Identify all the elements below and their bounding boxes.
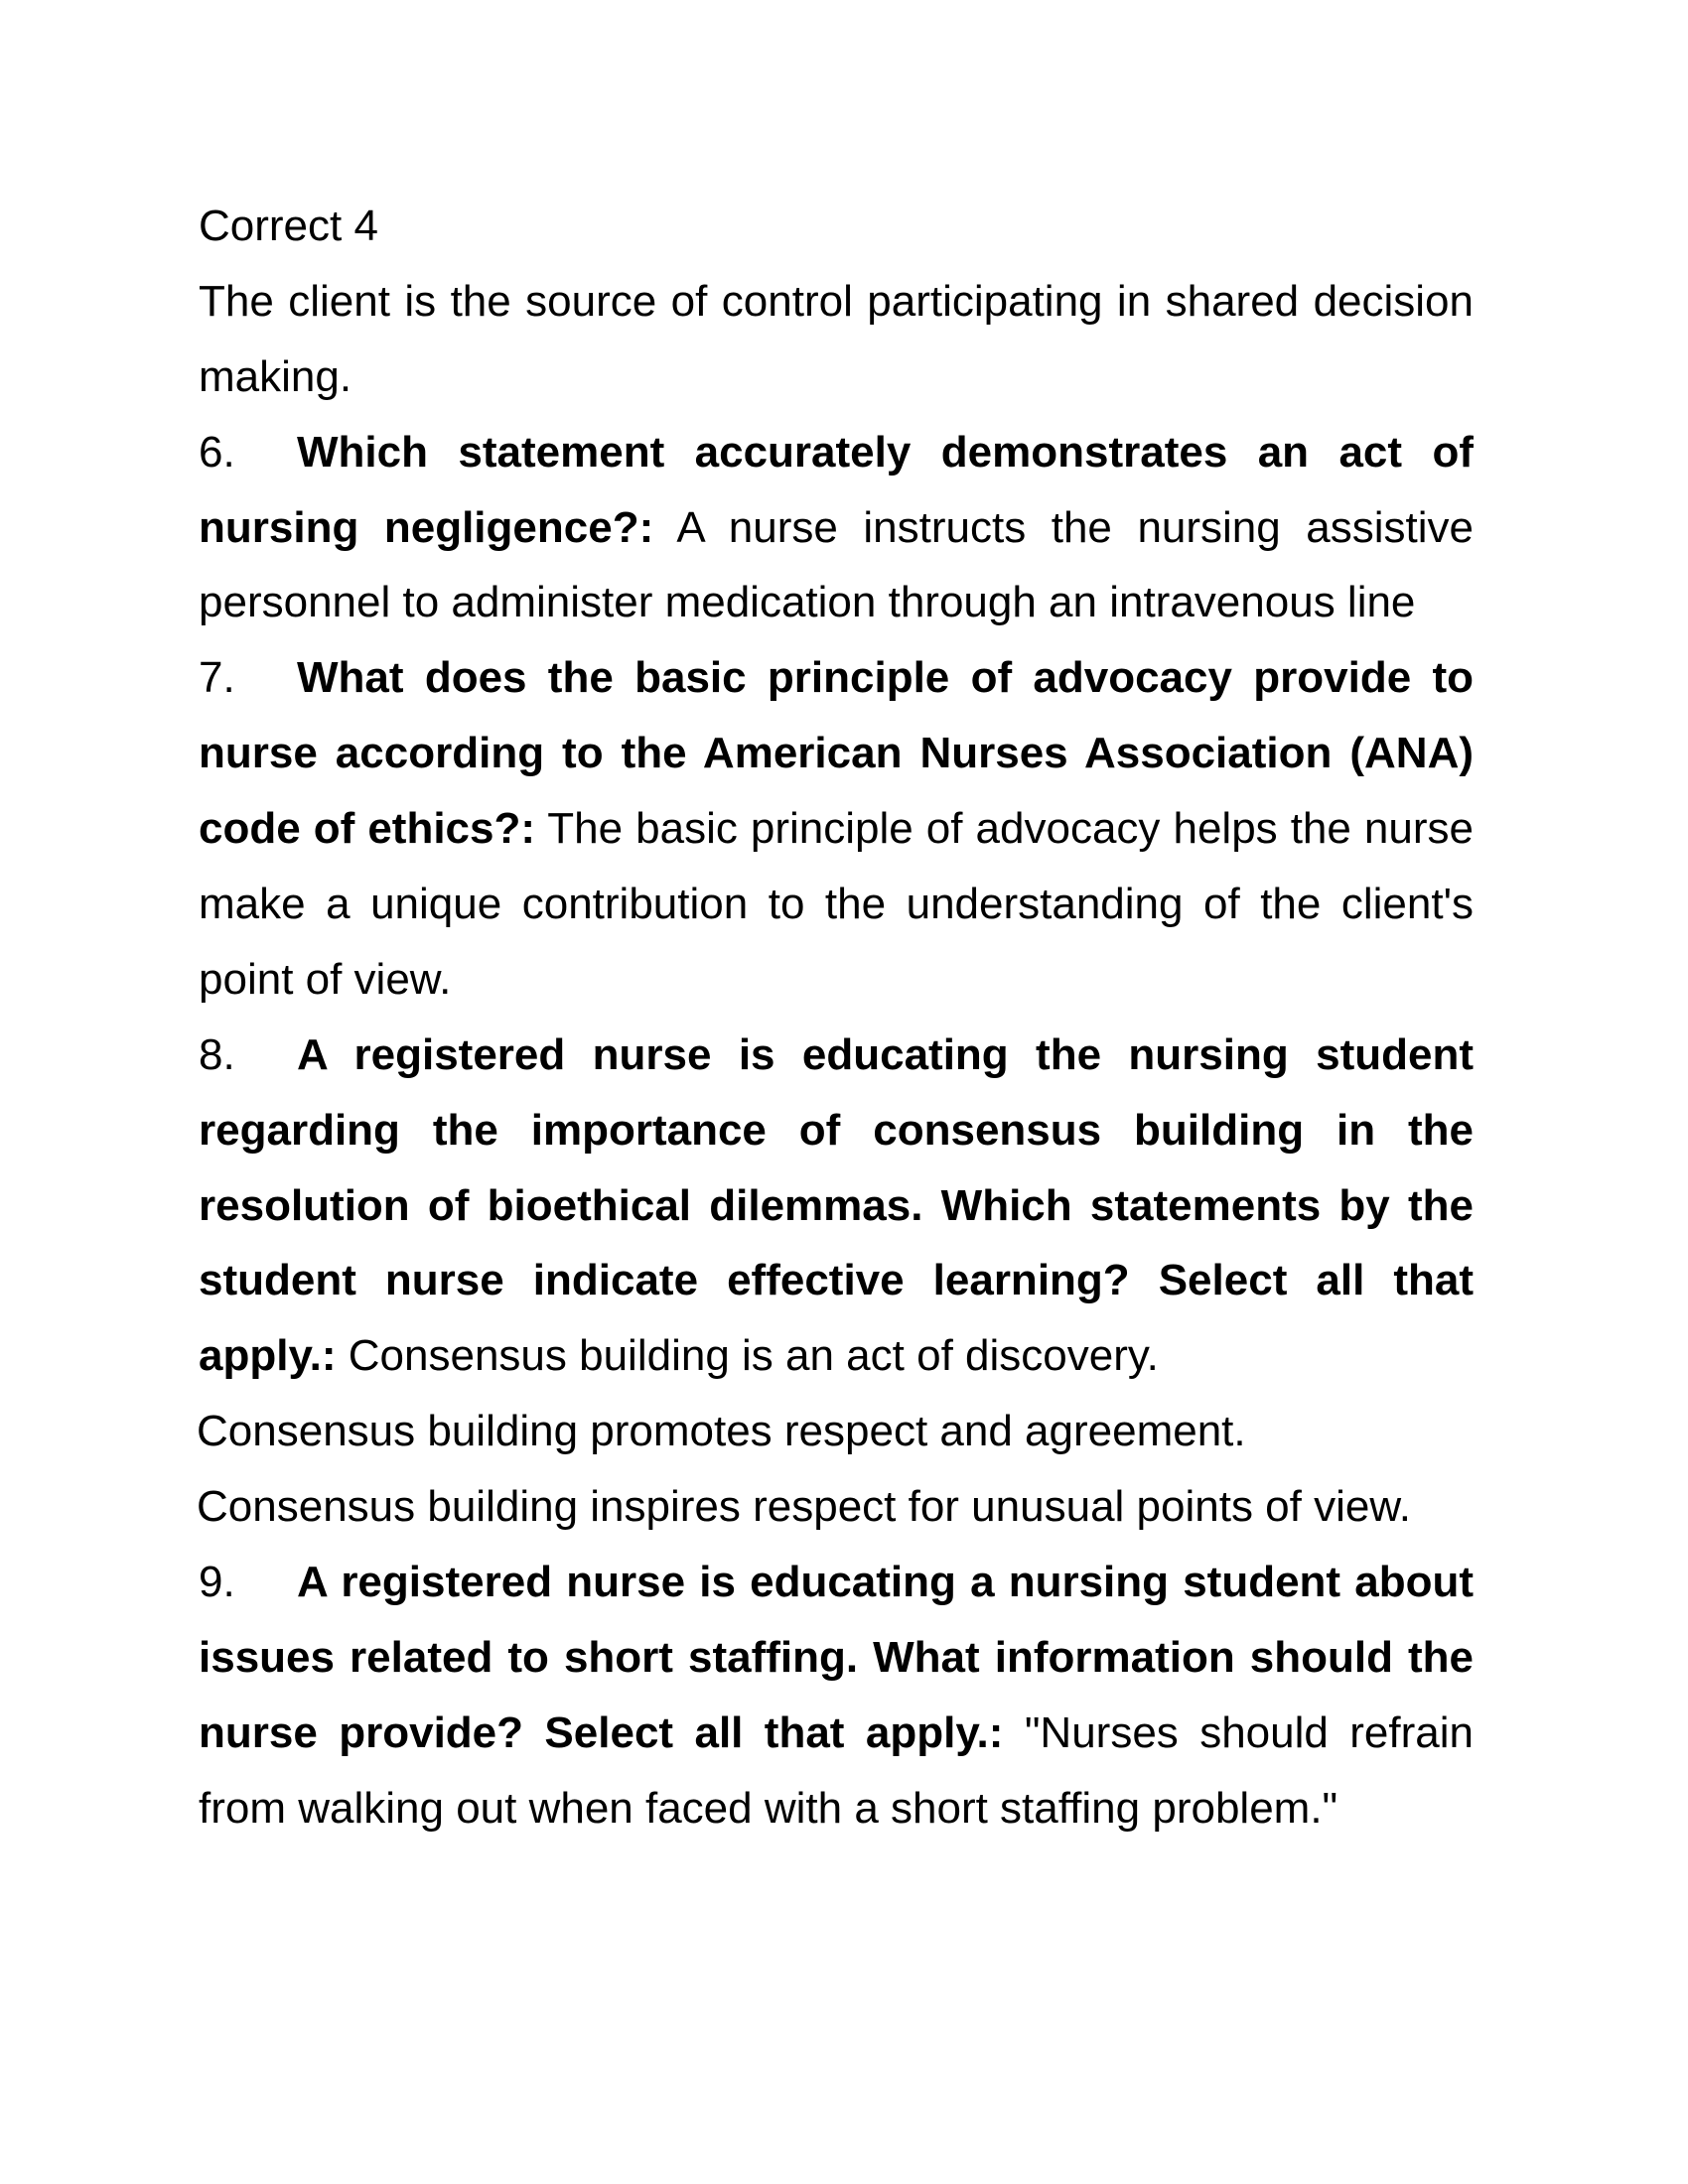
question-text: resolution of bioethical dilemmas. Which statements by the	[199, 1180, 1474, 1230]
question-text: nurse according to the American Nurses Association (ANA)	[199, 729, 1474, 778]
question-line	[199, 1545, 1474, 1620]
text-line	[199, 340, 1474, 415]
question-text: A registered nurse is educating a nursing student about	[297, 1558, 1474, 1607]
text-line	[199, 791, 1474, 867]
question-line	[199, 415, 1474, 490]
text-line	[199, 490, 1474, 566]
answer-text: make a unique contribution to the understanding of the client's	[199, 880, 1474, 929]
text-line	[199, 867, 1474, 942]
text-line	[197, 1394, 1474, 1469]
question-line	[199, 640, 1474, 716]
text-line	[197, 1469, 1474, 1545]
answer-text: Consensus building inspires respect for unusual points of view.	[197, 1482, 1411, 1532]
answer-text: "Nurses should refrain	[1003, 1707, 1474, 1757]
answer-text: The basic principle of advocacy helps the nurse	[535, 804, 1474, 854]
answer-text: making.	[199, 351, 352, 401]
answer-text: point of view.	[199, 954, 452, 1004]
answer-text: from walking out when faced with a short staffing problem."	[199, 1783, 1338, 1833]
text-line	[199, 1243, 1474, 1318]
question-number: 7.	[199, 653, 235, 703]
question-text: Which statement accurately demonstrates an act of	[297, 427, 1474, 477]
question-number: 8.	[199, 1029, 235, 1079]
answer-text: Correct 4	[199, 202, 378, 250]
answer-text: The client is the source of control participating in shared decision	[199, 276, 1474, 326]
question-text: nursing negligence?:	[199, 502, 654, 552]
text-line	[199, 1696, 1474, 1771]
question-text: A registered nurse is educating the nursing student	[297, 1029, 1474, 1079]
text-line	[199, 1771, 1474, 1846]
document-page	[199, 189, 1474, 1846]
text-line	[199, 565, 1474, 640]
answer-text: A nurse instructs the nursing assistive	[653, 502, 1474, 552]
text-line	[199, 1318, 1474, 1394]
question-number: 9.	[199, 1558, 235, 1607]
question-line	[199, 1018, 1474, 1093]
text-line	[199, 189, 1474, 264]
text-line	[199, 1168, 1474, 1244]
text-line	[199, 264, 1474, 340]
text-line	[199, 1093, 1474, 1168]
text-line	[199, 942, 1474, 1018]
answer-text: personnel to administer medication through an intravenous line	[199, 578, 1416, 627]
text-line	[199, 1620, 1474, 1696]
question-text: code of ethics?:	[199, 804, 536, 854]
question-text: issues related to short staffing. What information should the	[199, 1632, 1474, 1682]
question-text: nurse provide? Select all that apply.:	[199, 1707, 1004, 1757]
question-text: student nurse indicate effective learning? Select all that	[199, 1256, 1474, 1305]
question-text: What does the basic principle of advocacy provide to	[297, 653, 1474, 703]
question-number: 6.	[199, 427, 235, 477]
question-text: regarding the importance of consensus building in the	[199, 1105, 1474, 1155]
answer-text: Consensus building promotes respect and agreement.	[197, 1407, 1246, 1456]
text-line	[199, 716, 1474, 791]
question-text: apply.:	[199, 1331, 337, 1381]
answer-text: Consensus building is an act of discovery.	[336, 1331, 1159, 1381]
